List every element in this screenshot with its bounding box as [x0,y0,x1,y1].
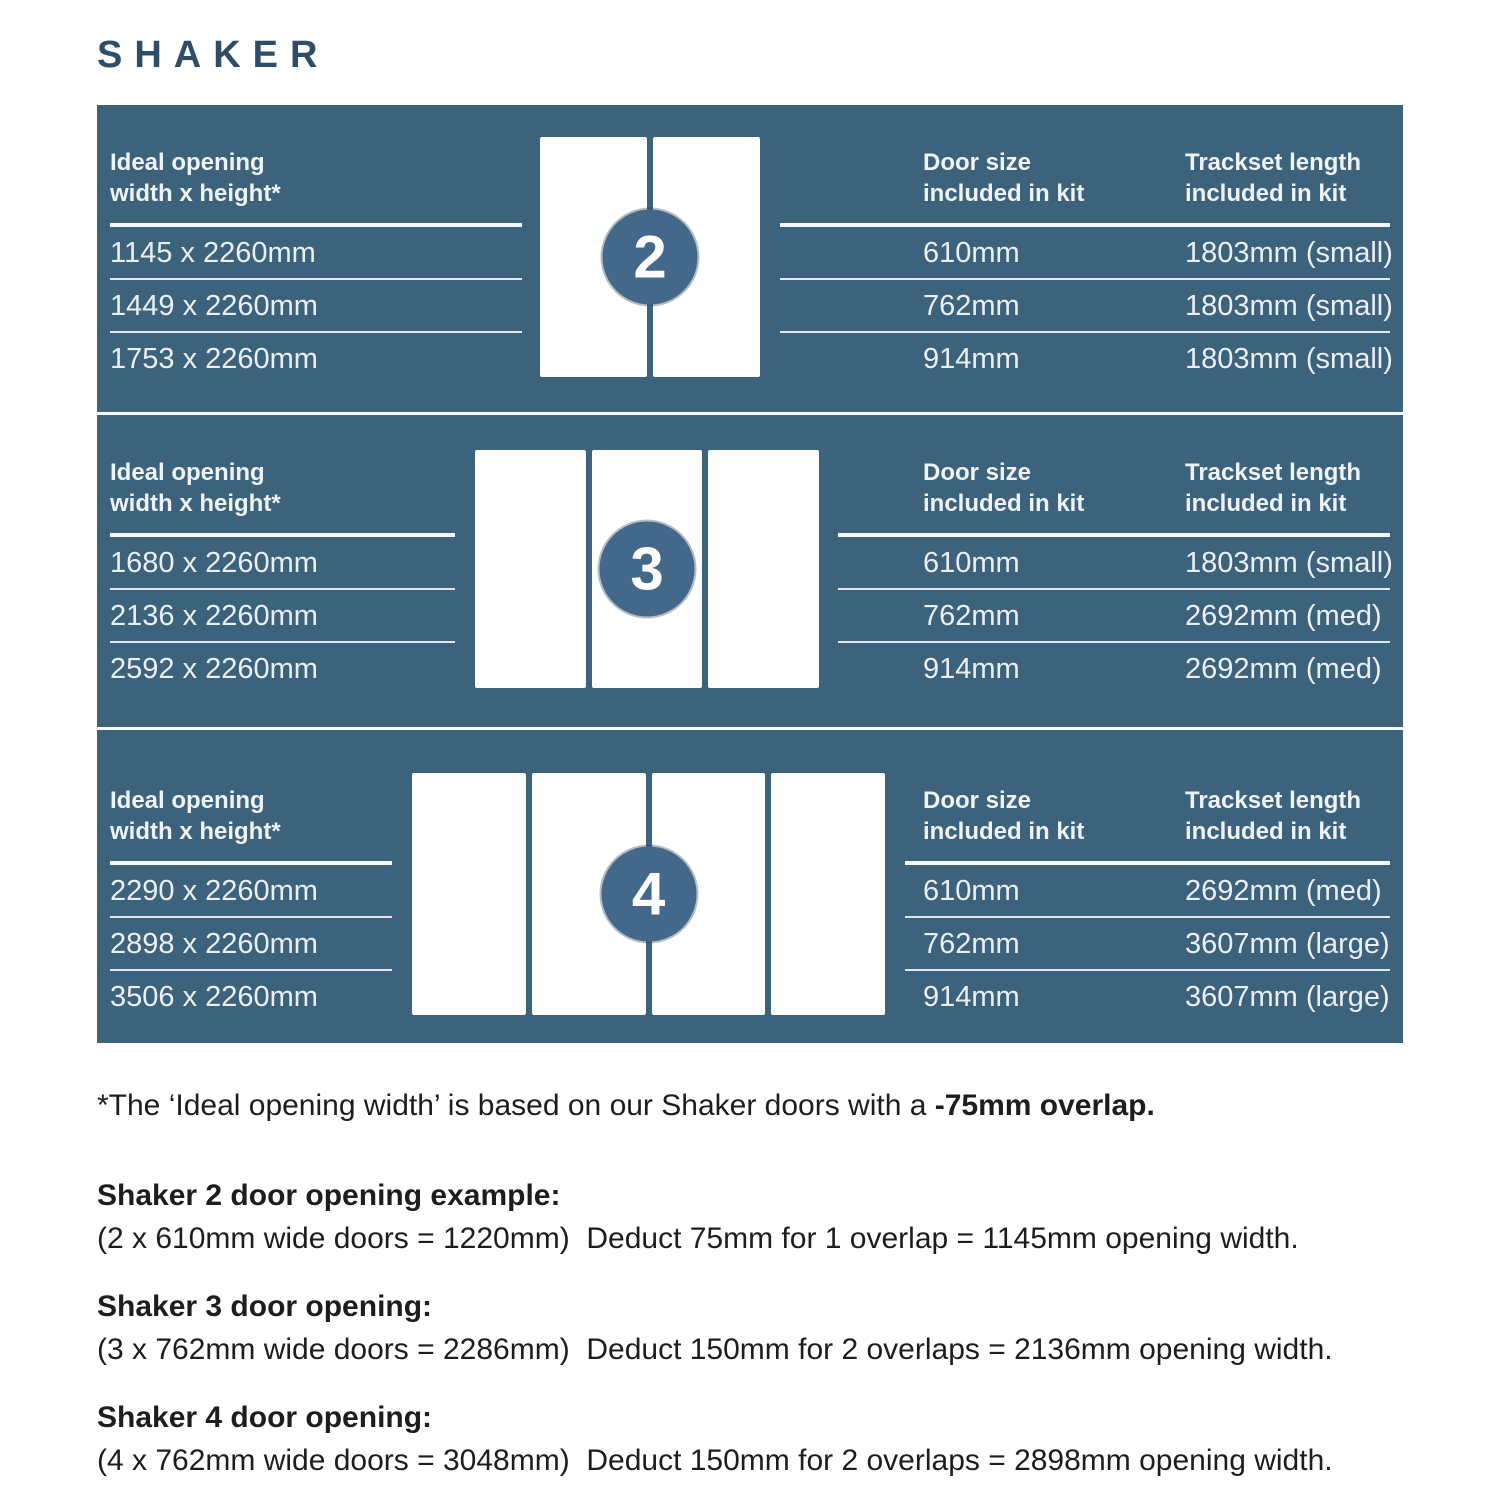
opening-row: 1753 x 2260mm [110,343,318,375]
kit-table-header [780,147,1390,227]
opening-row: 1680 x 2260mm [110,537,455,590]
door-size-value: 610mm [923,547,1020,579]
opening-size-table-3door [110,457,455,694]
kit-table-header [838,457,1390,537]
header-line: Door size [923,787,1032,814]
opening-table-header [110,457,455,537]
door-diagram-4 [412,773,885,1015]
page-title: SHAKER [97,34,330,76]
size-chart-panel [97,105,1403,1043]
kit-row [905,918,1390,971]
example-heading: Shaker 4 door opening: [97,1401,433,1434]
header-line: included in kit [1185,180,1347,207]
header-line: Trackset length [1185,149,1362,176]
footnote-bold: -75mm overlap. [934,1089,1155,1122]
header-line: Ideal opening [110,149,265,176]
example-heading: Shaker 3 door opening: [97,1290,433,1323]
kit-row [838,643,1390,694]
example-body: (2 x 610mm wide doors = 1220mm) Deduct 75mm for 1 overlap = 1145mm opening width. [97,1222,1299,1255]
footnote-text: *The ‘Ideal opening width’ is based on our Shaker doors with a [97,1089,935,1122]
opening-size-table-2door [110,147,522,384]
door-size-header [838,457,1185,519]
trackset-header [1185,785,1390,847]
opening-row: 2898 x 2260mm [110,918,392,971]
example-body: (3 x 762mm wide doors = 2286mm) Deduct 150mm for 2 overlaps = 2136mm opening width. [97,1333,1333,1366]
door-panel [708,450,819,688]
opening-row: 2136 x 2260mm [110,590,455,643]
header-line: included in kit [923,490,1085,517]
header-line: included in kit [1185,490,1347,517]
kit-row [905,971,1390,1022]
trackset-value: 1803mm (small) [1185,343,1393,375]
overlap-footnote [97,1089,1155,1123]
trackset-value: 2692mm (med) [1185,875,1382,907]
kit-row [905,865,1390,918]
door-size-value: 762mm [923,600,1020,632]
kit-contents-table-4door [905,785,1390,1022]
door-diagram-3 [475,450,819,688]
kit-row [780,227,1393,280]
door-size-value: 762mm [923,290,1020,322]
opening-table-header [110,147,522,227]
door-count-badge: 2 [603,210,698,305]
door-size-header [780,147,1185,209]
opening-row: 2592 x 2260mm [110,653,318,685]
door-count-badge: 4 [601,847,696,942]
kit-contents-table-3door [838,457,1393,694]
trackset-value: 1803mm (small) [1185,290,1393,322]
header-line: included in kit [923,818,1085,845]
opening-examples [97,1175,1333,1500]
section-3-door [97,415,1403,727]
trackset-header [1185,457,1390,519]
example-2-door [97,1175,1333,1261]
example-body: (4 x 762mm wide doors = 3048mm) Deduct 150mm for 2 overlaps = 2898mm opening width. [97,1444,1333,1477]
header-line: width x height* [110,180,281,207]
opening-table-header [110,785,392,865]
door-size-header [905,785,1185,847]
header-line: Ideal opening [110,787,265,814]
header-line: Door size [923,459,1032,486]
trackset-value: 3607mm (large) [1185,928,1390,960]
header-line: included in kit [1185,818,1347,845]
door-size-value: 914mm [923,343,1020,375]
header-line: included in kit [923,180,1085,207]
opening-size-table-4door [110,785,392,1022]
kit-row [838,590,1390,643]
header-line: Trackset length [1185,459,1362,486]
door-diagram-2 [540,137,760,377]
opening-row: 1145 x 2260mm [110,227,522,280]
section-4-door [97,730,1403,1043]
example-heading: Shaker 2 door opening example: [97,1179,561,1212]
section-2-door [97,105,1403,412]
kit-row [780,333,1393,384]
opening-row: 3506 x 2260mm [110,981,318,1013]
door-size-value: 610mm [923,237,1020,269]
trackset-value: 2692mm (med) [1185,653,1382,685]
door-size-value: 610mm [923,875,1020,907]
opening-row: 2290 x 2260mm [110,865,392,918]
header-line: width x height* [110,818,281,845]
door-panel [412,773,526,1015]
door-count-badge: 3 [600,522,695,617]
example-4-door [97,1397,1333,1483]
kit-table-header [905,785,1390,865]
kit-contents-table-2door [780,147,1393,384]
opening-row: 1449 x 2260mm [110,280,522,333]
trackset-value: 1803mm (small) [1185,547,1393,579]
example-3-door [97,1286,1333,1372]
door-panel [771,773,885,1015]
kit-row [838,537,1393,590]
header-line: Trackset length [1185,787,1362,814]
trackset-header [1185,147,1390,209]
header-line: width x height* [110,490,281,517]
door-panel [475,450,586,688]
trackset-value: 3607mm (large) [1185,981,1390,1013]
door-size-value: 762mm [923,928,1020,960]
trackset-value: 1803mm (small) [1185,237,1393,269]
door-size-value: 914mm [923,981,1020,1013]
kit-row [780,280,1393,333]
header-line: Door size [923,149,1032,176]
door-size-value: 914mm [923,653,1020,685]
trackset-value: 2692mm (med) [1185,600,1382,632]
header-line: Ideal opening [110,459,265,486]
